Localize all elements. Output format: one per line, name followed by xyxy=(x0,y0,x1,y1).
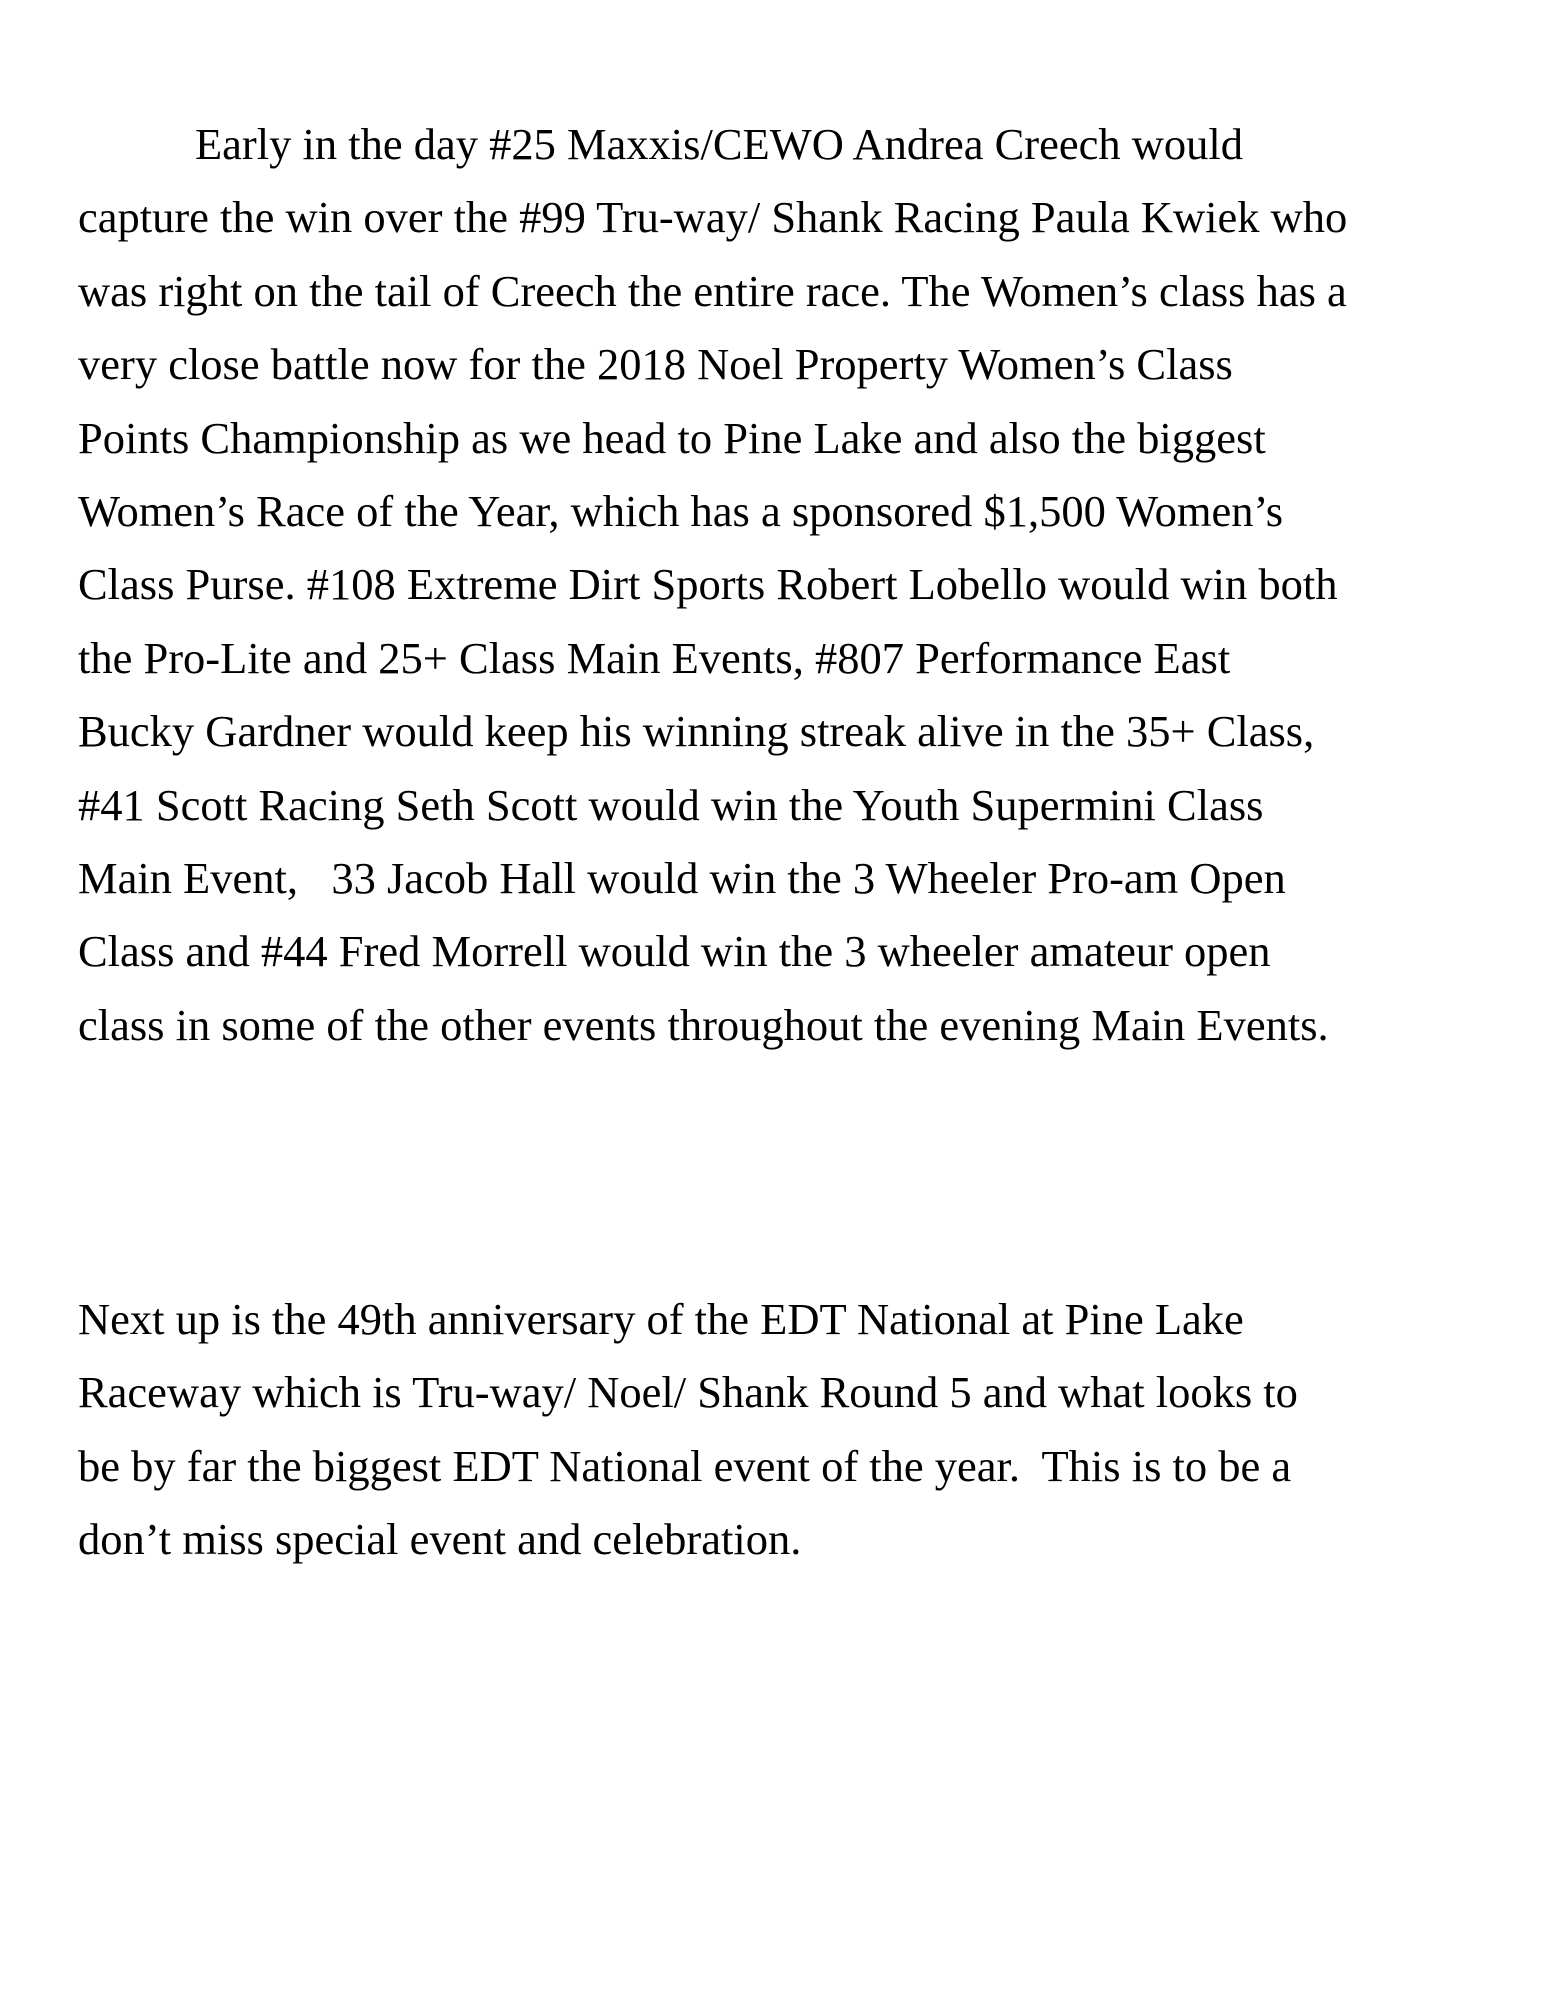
paragraph-line: Class Purse. #108 Extreme Dirt Sports Robert Lobello would win both xyxy=(78,559,1338,610)
next-event-paragraph xyxy=(78,1283,1498,1577)
paragraph-line: Class and #44 Fred Morrell would win the 3 wheeler amateur open xyxy=(78,926,1271,977)
paragraph-line: the Pro-Lite and 25+ Class Main Events, #807 Performance East xyxy=(78,632,1231,683)
paragraph-line: Bucky Gardner would keep his winning streak alive in the 35+ Class, xyxy=(78,706,1315,757)
paragraph-line: Early in the day #25 Maxxis/CEWO Andrea Creech would xyxy=(195,119,1243,169)
paragraph-line: Points Championship as we head to Pine Lake and also the biggest xyxy=(78,412,1266,463)
paragraph-line: capture the win over the #99 Tru-way/ Shank Racing Paula Kwiek who xyxy=(78,192,1348,243)
paragraph-line: very close battle now for the 2018 Noel Property Women’s Class xyxy=(78,339,1233,390)
paragraph-line: class in some of the other events throughout the evening Main Events. xyxy=(78,999,1329,1050)
paragraph-line: be by far the biggest EDT National event of the year. This is to be a xyxy=(78,1440,1292,1491)
paragraph-line: Women’s Race of the Year, which has a sponsored $1,500 Women’s xyxy=(78,486,1284,537)
paragraph-line: Main Event, 33 Jacob Hall would win the 3 Wheeler Pro-am Open xyxy=(78,853,1286,904)
paragraph-line: Next up is the 49th anniversary of the EDT National at Pine Lake xyxy=(78,1294,1244,1344)
paragraph-line: don’t miss special event and celebration. xyxy=(78,1514,802,1565)
race-results-paragraph xyxy=(78,108,1498,1062)
paragraph-line: Raceway which is Tru-way/ Noel/ Shank Round 5 and what looks to xyxy=(78,1367,1298,1418)
paragraph-line: #41 Scott Racing Seth Scott would win the Youth Supermini Class xyxy=(78,779,1264,830)
paragraph-line: was right on the tail of Creech the entire race. The Women’s class has a xyxy=(78,265,1347,316)
